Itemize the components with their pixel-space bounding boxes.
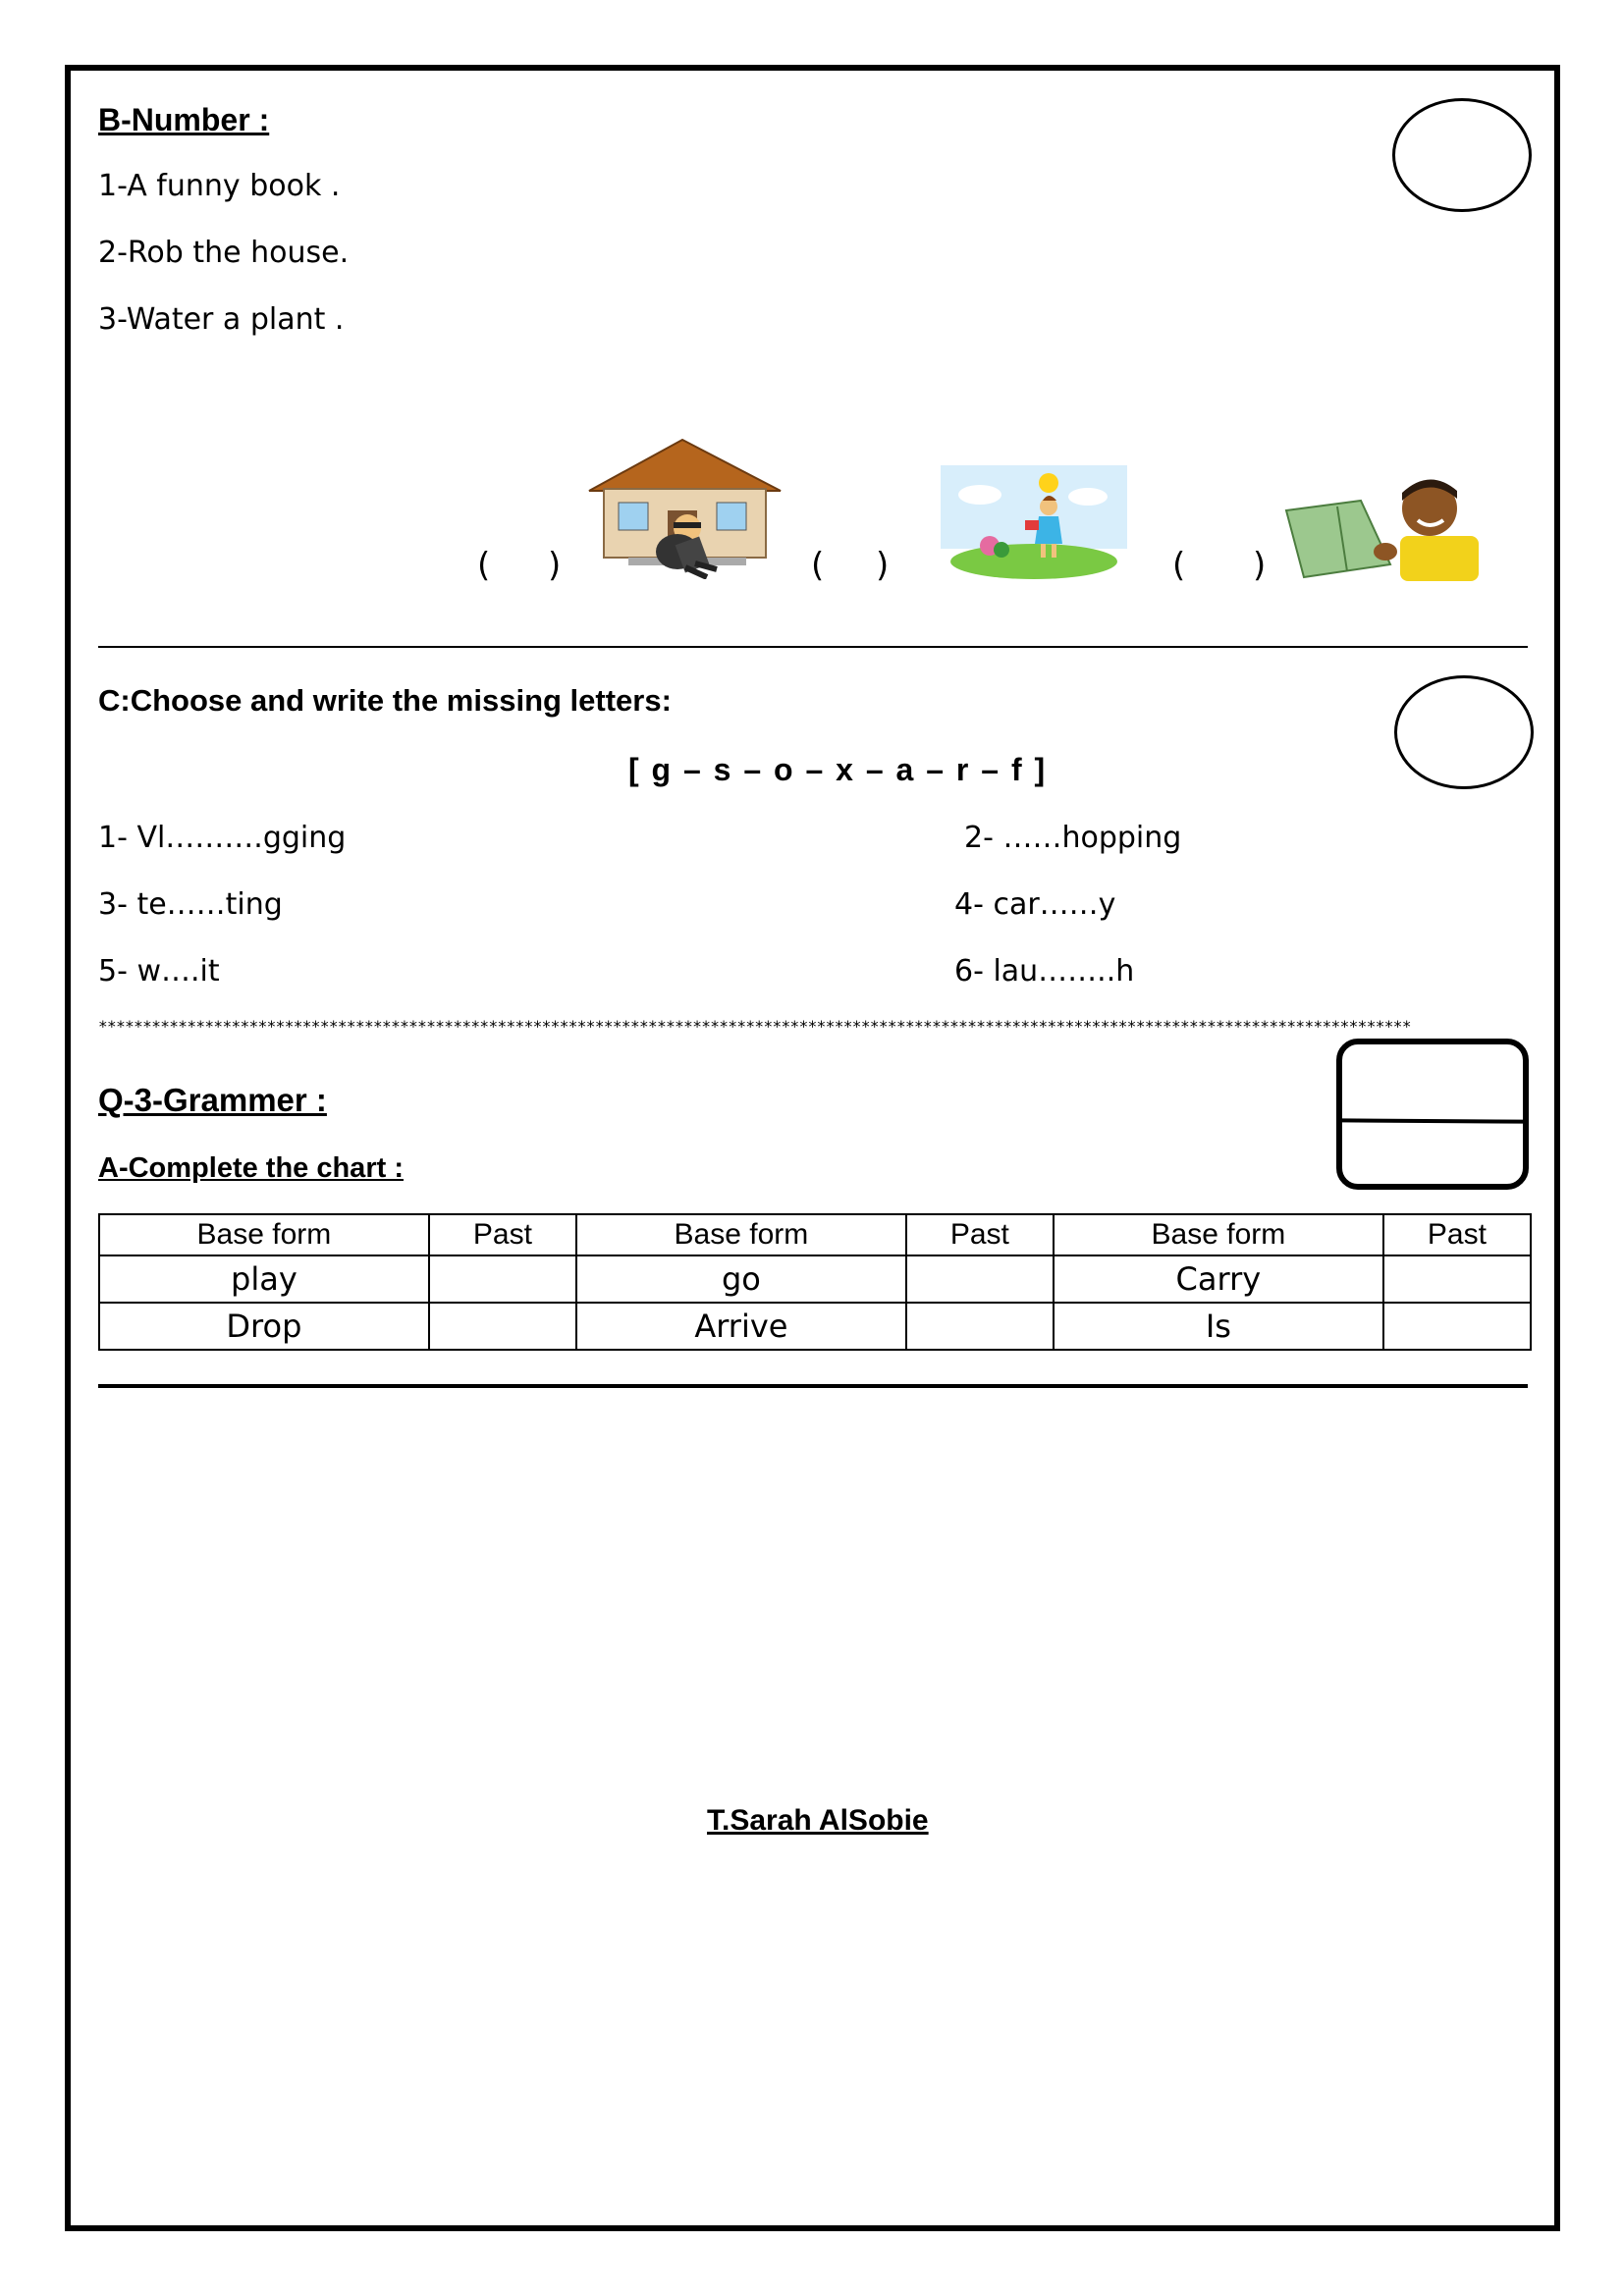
star-divider: **************************************************************************************************************************************************** [98, 1017, 1411, 1036]
past-answer-cell[interactable] [906, 1255, 1054, 1303]
base-form-cell: go [576, 1255, 906, 1303]
thief-house-icon [569, 432, 795, 579]
section-divider-2 [98, 1384, 1528, 1388]
past-answer-cell[interactable] [1383, 1303, 1531, 1350]
past-answer-cell[interactable] [906, 1303, 1054, 1350]
base-form-cell: Is [1054, 1303, 1383, 1350]
header-base-form: Base form [99, 1214, 429, 1255]
table-header-row [99, 1214, 1531, 1255]
score-oval-c [1394, 675, 1534, 789]
answer-paren-close-1: ) [548, 546, 562, 585]
header-base-form: Base form [576, 1214, 906, 1255]
score-oval-b [1392, 98, 1532, 212]
section-c-heading: C:Choose and write the missing letters: [98, 683, 672, 718]
section-b-item-1: 1-A funny book . [98, 169, 341, 203]
q3-heading: Q-3-Grammer : [98, 1082, 327, 1118]
missing-letter-item-5: 5- w….it [98, 954, 220, 988]
missing-letter-item-2: 2- ……hopping [964, 821, 1182, 855]
girl-watering-plant-icon [941, 465, 1127, 583]
base-form-cell: Carry [1054, 1255, 1383, 1303]
missing-letter-item-3: 3- te……ting [98, 887, 283, 922]
teacher-name: T.Sarah AlSobie [707, 1804, 929, 1837]
missing-letter-item-4: 4- car……y [954, 887, 1116, 922]
base-form-cell: Drop [99, 1303, 429, 1350]
past-answer-cell[interactable] [429, 1255, 576, 1303]
table-row [99, 1303, 1531, 1350]
q3-subheading: A-Complete the chart : [98, 1152, 404, 1184]
answer-paren-open-3: ( [1172, 546, 1186, 585]
header-past: Past [429, 1214, 576, 1255]
section-b-item-2: 2-Rob the house. [98, 236, 350, 270]
past-answer-cell[interactable] [1383, 1255, 1531, 1303]
header-past: Past [906, 1214, 1054, 1255]
section-b-heading: B-Number : [98, 102, 270, 137]
missing-letter-item-1: 1- Vl……….gging [98, 821, 347, 855]
section-divider-1 [98, 646, 1528, 648]
answer-paren-open-1: ( [477, 546, 491, 585]
table-row [99, 1255, 1531, 1303]
answer-paren-close-2: ) [876, 546, 890, 585]
section-b-item-3: 3-Water a plant . [98, 302, 345, 337]
past-answer-cell[interactable] [429, 1303, 576, 1350]
verb-chart [98, 1213, 1532, 1351]
answer-paren-open-2: ( [811, 546, 825, 585]
base-form-cell: play [99, 1255, 429, 1303]
letter-bank: [ g – s – o – x – a – r – f ] [628, 752, 1048, 787]
base-form-cell: Arrive [576, 1303, 906, 1350]
header-base-form: Base form [1054, 1214, 1383, 1255]
missing-letter-item-6: 6- lau……..h [954, 954, 1135, 988]
score-box-q3 [1336, 1039, 1529, 1190]
score-box-divider [1342, 1118, 1523, 1123]
boy-reading-book-icon [1282, 471, 1500, 581]
answer-paren-close-3: ) [1253, 546, 1267, 585]
header-past: Past [1383, 1214, 1531, 1255]
